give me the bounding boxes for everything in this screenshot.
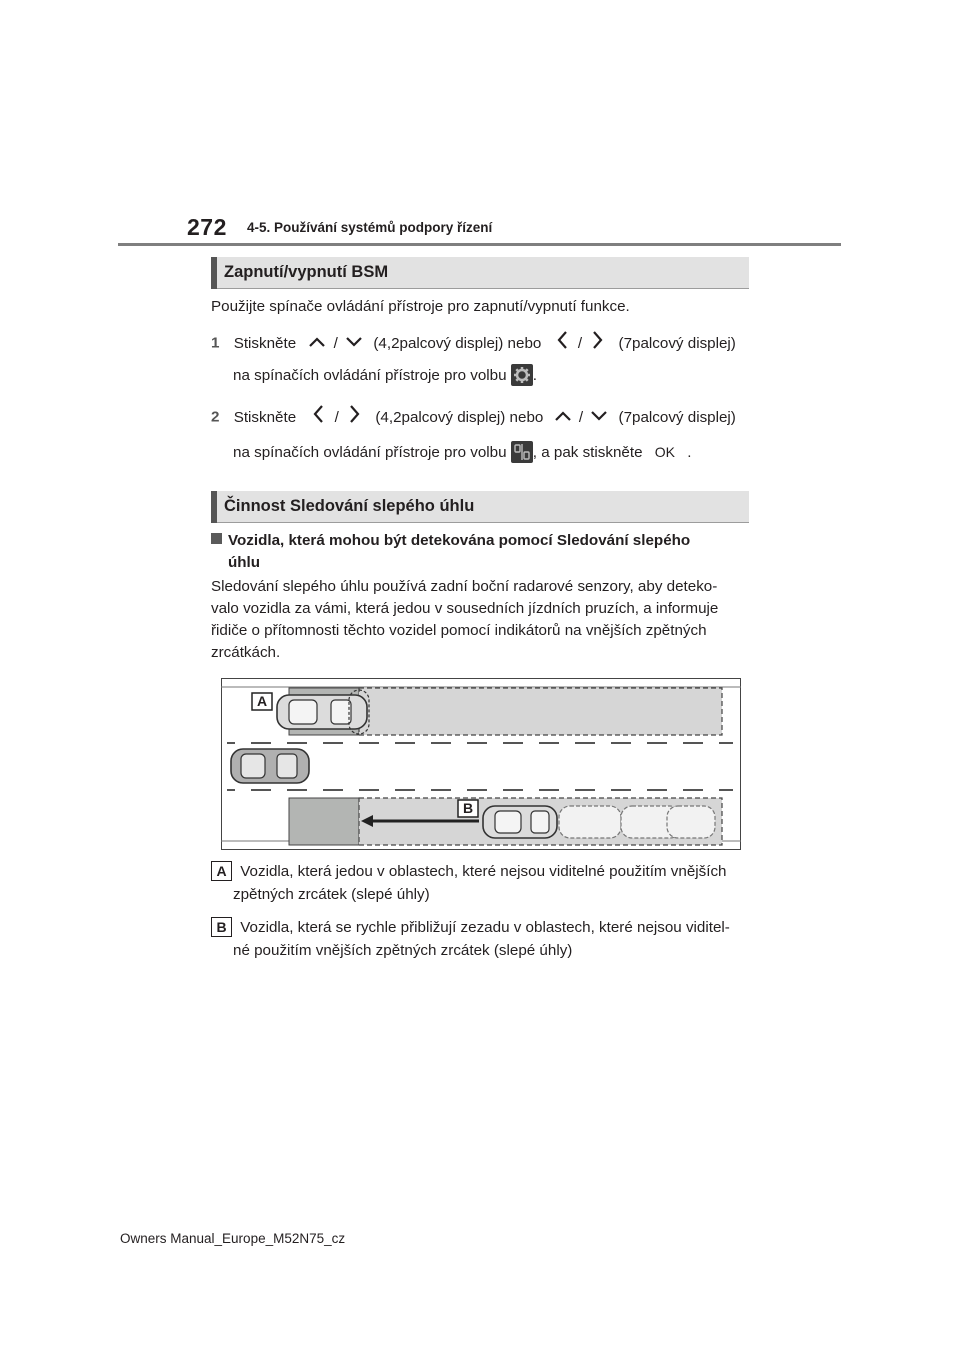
chevron-up-icon — [554, 407, 572, 429]
gear-icon — [511, 364, 533, 386]
step-text: (4,2palcový displej) nebo — [373, 334, 542, 352]
separator: / — [334, 408, 339, 426]
bsm-diagram — [221, 678, 741, 850]
subheading-line-1: Vozidla, která mohou být detekována pomocí Sledování slepého — [228, 532, 691, 549]
heading-bsm-operation — [211, 491, 749, 523]
step-end: . — [687, 444, 692, 461]
step-text: (7palcový displej) — [618, 334, 736, 352]
paragraph — [211, 576, 718, 664]
legend-item-a — [211, 861, 727, 883]
paragraph-line: řidiče o přítomnosti těchto vozidel pomocí indikátorů na vnějších zpětných — [211, 622, 707, 639]
subheading-line-2: úhlu — [228, 554, 261, 571]
step-number: 1 — [211, 334, 220, 352]
step-1 — [211, 330, 736, 357]
heading-text: Zapnutí/vypnutí BSM — [224, 263, 389, 281]
separator: / — [578, 408, 584, 426]
legend-text: Vozidla, která se rychle přibližují zezadu v oblastech, které nejsou viditel- — [240, 919, 730, 936]
step-1-line-2 — [233, 364, 537, 387]
legend-text: zpětných zrcátek (slepé úhly) — [233, 886, 430, 903]
header-rule — [118, 243, 841, 246]
chevron-down-icon — [345, 333, 363, 355]
heading-text: Činnost Sledování slepého úhlu — [224, 497, 475, 515]
step-number: 2 — [211, 408, 220, 426]
step-2-line-2 — [233, 441, 691, 464]
legend-text: Vozidla, která jedou v oblastech, které nejsou viditelné použitím vnějších — [240, 863, 727, 880]
chevron-left-icon — [312, 404, 324, 431]
step-text: (7palcový displej) — [618, 408, 736, 426]
legend-item-b — [211, 917, 730, 939]
chevron-right-icon — [349, 404, 361, 431]
step-text: na spínačích ovládání přístroje pro volbu — [233, 367, 507, 384]
subheading — [211, 530, 690, 552]
paragraph-line: zrcátkách. — [211, 644, 281, 661]
step-text: na spínačích ovládání přístroje pro volbu — [233, 444, 507, 461]
chevron-right-icon — [592, 330, 604, 357]
separator: / — [577, 334, 583, 352]
bsm-icon — [511, 441, 533, 463]
bullet-square-icon — [211, 533, 222, 544]
footer-text: Owners Manual_Europe_M52N75_cz — [120, 1231, 346, 1246]
diagram-label-b: B — [462, 800, 474, 816]
legend-text: né použitím vnějších zpětných zrcátek (slepé úhly) — [233, 942, 573, 959]
paragraph-line: Sledování slepého úhlu používá zadní boční radarové senzory, aby deteko- — [211, 578, 718, 595]
step-text: Stiskněte — [233, 408, 297, 426]
road-diagram — [221, 678, 741, 850]
car-icon — [483, 806, 557, 838]
car-icon — [277, 690, 369, 734]
diagram-label-a: A — [256, 693, 268, 709]
step-end: . — [532, 367, 538, 384]
step-text: (4,2palcový displej) nebo — [375, 408, 544, 426]
step-2 — [211, 404, 736, 431]
step-text: Stiskněte — [233, 334, 297, 352]
paragraph-line: valo vozidla za vámi, která jedou v sousedních jízdních pruzích, a informuje — [211, 600, 719, 617]
car-icon — [231, 749, 309, 783]
legend-label: B — [211, 917, 232, 937]
separator: / — [333, 334, 338, 352]
heading-bsm-toggle — [211, 257, 749, 289]
ok-button-symbol: OK — [654, 444, 675, 460]
chevron-up-icon — [308, 333, 326, 355]
section-title: 4-5. Používání systémů podpory řízení — [247, 220, 493, 235]
step-text: , a pak stiskněte — [532, 444, 643, 461]
legend-label: A — [211, 861, 232, 881]
chevron-left-icon — [556, 330, 568, 357]
chevron-down-icon — [590, 407, 608, 429]
intro-text: Použijte spínače ovládání přístroje pro zapnutí/vypnutí funkce. — [211, 298, 630, 315]
heading-bar — [211, 257, 217, 289]
heading-bar — [211, 491, 217, 523]
page-number: 272 — [187, 214, 227, 240]
